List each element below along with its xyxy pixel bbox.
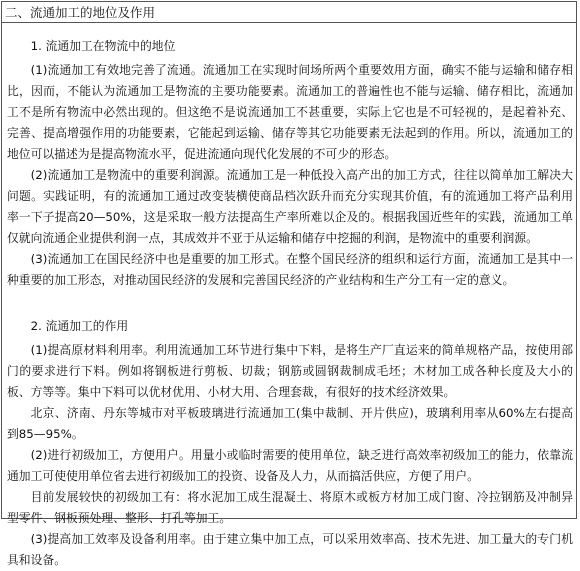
paragraph: 北京、济南、丹东等城市对平板玻璃进行流通加工(集中裁制、开片供应)，玻璃利用率从60%左右提高到85—95%。 [7, 406, 573, 441]
paragraph: (1)提高原材料利用率。利用流通加工环节进行集中下料，是将生产厂直运来的简单规格产品，按使用部门的要求进行下料。例如将钢板进行剪板、切裁；钢筋或圆钢裁制成毛坯；木材加工成各种长度及大小的板、方等等。集中下料可以优材优用、小材大用、合理套裁，有很好的技术经济效果。 [7, 343, 573, 399]
subsection-heading-functions: 2. 流通加工的作用 [30, 319, 129, 333]
title-divider [2, 22, 576, 23]
paragraph: (1)流通加工有效地完善了流通。流通加工在实现时间场所两个重要效用方面，确实不能与运输和储存相比，因而，不能认为流通加工是物流的主要功能要素。流通加工的普遍性也不能与运输、储存相比，流通加工不是所有物流中必然出现的。但这绝不是说流通加工不甚重要，实际上它也是不可轻视的，是起着补充、完善、提高增强作用的功能要素，它能起到运输、储存等其它功能要素无法起到的作用。所以，流通加工的地位可以描述为是提高物流水平，促进流通向现代化发展的不可少的形态。 [7, 63, 573, 161]
document-frame [1, 1, 577, 567]
subsection-heading-status: 1. 流通加工在物流中的地位 [30, 39, 176, 53]
document-body [7, 32, 573, 571]
section-title: 二、流通加工的地位及作用 [5, 5, 156, 20]
paragraph: (3)提高加工效率及设备利用率。由于建立集中加工点，可以采用效率高、技术先进、加工量大的专门机具和设备。 [7, 532, 573, 567]
paragraph: (2)进行初级加工，方便用户。用量小或临时需要的使用单位，缺乏进行高效率初级加工的能力，依靠流通加工可使使用单位省去进行初级加工的投资、设备及人力，从而搞活供应，方便了用户。 [7, 448, 573, 483]
section-gap [7, 291, 573, 312]
paragraph: (3)流通加工在国民经济中也是重要的加工形式。在整个国民经济的组织和运行方面，流通加工是其中一种重要的加工形态，对推动国民经济的发展和完善国民经济的产业结构和生产分工有一定的意义。 [7, 252, 573, 287]
paragraph: (2)流通加工是物流中的重要利润源。流通加工是一种低投入高产出的加工方式，往往以简单加工解决大问题。实践证明，有的流通加工通过改变装横使商品档次跃升而充分实现其价值，有的流通加工将产品利用率一下子提高20—50%，这是采取一般方法提高生产率所难以企及的。根据我国近些年的实践，流通加工单仅就向流通企业提供利润一点，其成效并不亚于从运输和储存中挖掘的利润，是物流中的重要利润源。 [7, 168, 573, 245]
paragraph: 目前发展较快的初级加工有：将水泥加工成生混凝土、将原木或板方材加工成门窗、冷拉钢筋及冲制异型零件、钢板预处理、整形、打孔等加工。 [7, 490, 573, 525]
